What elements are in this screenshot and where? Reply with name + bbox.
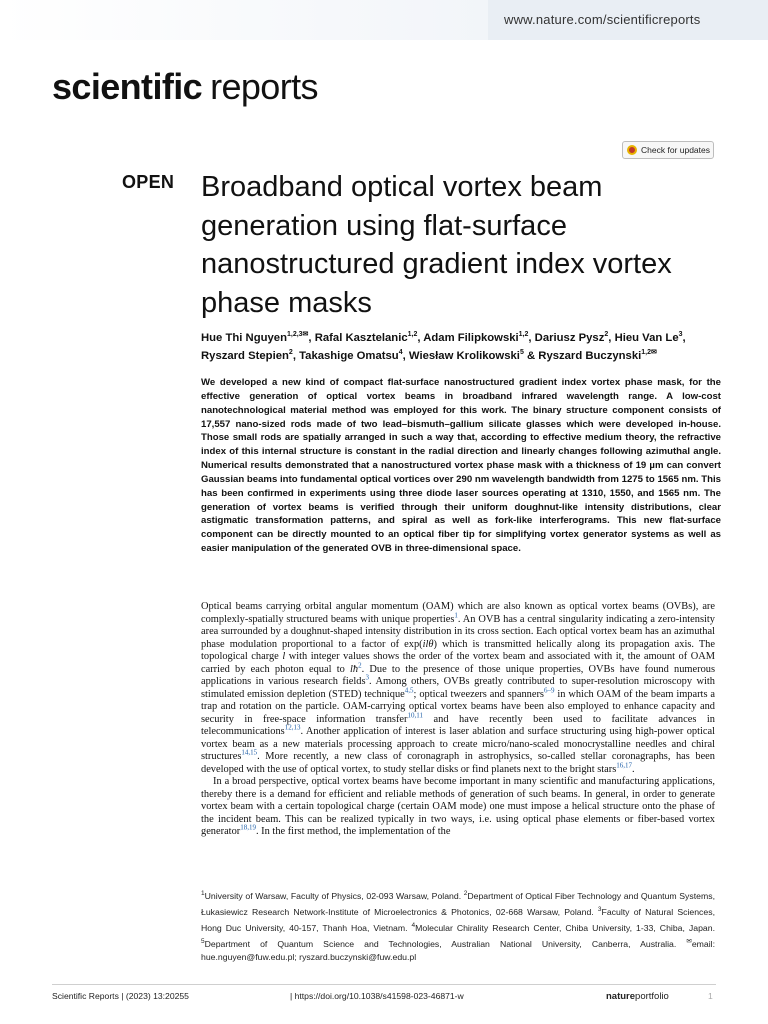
- affiliation-text: Molecular Chirality Research Center, Chiba University, 1-33, Chiba, Japan.: [415, 922, 715, 933]
- journal-logo[interactable]: [52, 66, 318, 108]
- author-affiliation-sup: 1,2✉: [641, 348, 657, 356]
- journal-url-link[interactable]: www.nature.com/scientificreports: [504, 12, 701, 27]
- crossmark-icon: [627, 145, 637, 155]
- journal-name-bold: scientific: [52, 66, 203, 107]
- affiliation-sup: 2: [463, 890, 468, 897]
- author-name[interactable]: Adam Filipkowski: [423, 332, 519, 344]
- check-for-updates-button[interactable]: [622, 141, 714, 159]
- page-number: 1: [708, 991, 713, 1001]
- doi-link[interactable]: | https://doi.org/10.1038/s41598-023-46871-w: [290, 991, 464, 1001]
- article-title: Broadband optical vortex beam generation using flat-surface nanostructured gradient index vortex phase masks: [201, 171, 672, 319]
- reference-link[interactable]: 16,17: [616, 761, 633, 770]
- url-bar: [0, 0, 768, 40]
- reference-link[interactable]: 3: [365, 673, 369, 682]
- author-affiliation-sup: 1,2: [518, 331, 529, 339]
- author-name[interactable]: Ryszard Buczynski: [538, 349, 642, 362]
- affiliation-sup: 4: [411, 921, 416, 929]
- author-affiliation-sup: 4: [398, 348, 403, 356]
- header-stripe: [0, 0, 488, 40]
- author-affiliation-sup: 5: [519, 348, 524, 356]
- author-affiliation-sup: 2: [604, 331, 609, 339]
- author-affiliation-sup: 1,2: [407, 331, 418, 339]
- affiliation-sup: 3: [597, 905, 602, 913]
- affiliations: [201, 887, 715, 964]
- reference-link[interactable]: 12,13: [284, 723, 301, 732]
- body-paragraph: Optical beams carrying orbital angular momentum (OAM) which are also known as optical vortex beams (OVBs), are complexly-spatially structured beams with unique properties$^1$. An OVB has a central singularity indicating a zero-intensity area surrounded by a doughnut-shaped intensity distribution in its cross section. Each optical vortex beam has an azimuthal phase modulation proportional to a factor of exp(ilθ) which is transmitted helically along its propagation axis. The topological charge l with integer values shows the order of the vortex beam and associated with it, the amount of OAM carried by each photon equal to lħ$^2$. Due to the presence of those unique properties, OVBs have found numerous applications in various research fields$^3$. Among others, OVBs greatly contributed to super-resolution microscopy with stimulated emission depletion (STED) technique$^{4,5}$; optical tweezers and spanners$^{6-9}$ in which OAM of the beam imparts a trap and rotation on the particle. OAM-carrying optical vortex beams have been also employed to enhance capacity and security in free-space information transfer$^{10,11}$ and have recently been used to facilitate advances in telecommunications$^{12,13}$. Another application of interest is laser ablation and surface structuring using high-power optical vortex beam as a new materials processing approach to create micro/nano-scaled monocrystalline needles and chiral structures$^{14,15}$. More recently, a new class of coronagraph in astrophysics, so-called stellar coronagraphs, has been developed with the use of optical vortex, to study stellar disks or find planets next to the bright stars$^{16,17}$.: [201, 601, 716, 775]
- reference-link[interactable]: 1: [454, 611, 458, 620]
- author-affiliation-sup: 1,2,3✉: [286, 331, 309, 339]
- math-symbol: ilθ: [422, 638, 434, 650]
- reference-link[interactable]: 2: [358, 661, 362, 670]
- author-affiliation-sup: 3: [678, 331, 683, 339]
- author-name[interactable]: Takashige Omatsu: [299, 349, 399, 362]
- affiliation-sup: 1: [201, 890, 205, 897]
- body-paragraph: In a broad perspective, optical vortex beams have become important in many scientific and manufacturing applications, thereby there is a demand for efficient and reliable methods of generation of such beams. In general, in order to generate vortex beam with a certain topological charge (certain OAM mode) one must impose a helical structure onto the phase of the incident beam. This can be realized typically in two ways, i.e. using optical phase elements or fiber-based vortex generator$^{18,19}$. In the first method, the implementation of the: [201, 776, 715, 837]
- affiliation-text: Faculty of Natural Sciences, Hong Duc University, 40-157, Thanh Hoa, Vietnam.: [201, 906, 715, 933]
- author-name[interactable]: Wiesław Krolikowski: [408, 349, 520, 362]
- footer-divider: [52, 984, 716, 985]
- check-for-updates-label: Check for updates: [641, 145, 710, 155]
- reference-link[interactable]: 6–9: [543, 686, 555, 695]
- journal-name-light: reports: [210, 66, 318, 107]
- reference-link[interactable]: 14,15: [241, 748, 258, 757]
- abstract: We developed a new kind of compact flat-surface nanostructured gradient index vortex phase mask, for the effective generation of optical vortex beams in broadband infrared wavelength range. A low-cost nanotechnological material method was employed for this work. The binary structure component consists of 17,557 nano-sized rods made of two lead–bismuth–gallium silicate glasses which were developed in-house. Those small rods are spatially arranged in such a way that, according to effective medium theory, the refractive index of this internal structure is constant in the radial direction and linearly changes following azimuthal angle. Numerical results demonstrated that a nanostructured vortex phase mask with a thickness of 19 µm can convert Gaussian beams into fundamental optical vortices over 290 nm wavelength bandwidth from 1275 to 1565 nm. This has been confirmed in experiments using three diode laser sources operating at 1310, 1550, and 1565 nm. The generation of vortex beams is verified through their uniform doughnut-like intensity distributions, clear astigmatic transformation patterns, and spiral as well as fork-like interferograms. This new flat-surface component can be directly mounted to an optical fiber tip for simplifying vortex generator systems as well as easier manipulation of the generated OVB in three-dimensional space.: [201, 377, 721, 555]
- affiliation-text: Department of Optical Fiber Technology and Quantum Systems, Łukasiewicz Research Network-Institute of Microelectronics & Photonics, 02-668 Warsaw, Poland.: [201, 890, 715, 917]
- author-name[interactable]: Hieu Van Le: [614, 332, 679, 344]
- math-symbol: l: [282, 651, 286, 662]
- nature-portfolio-logo: [606, 991, 669, 1002]
- footer-citation: Scientific Reports | (2023) 13:20255: [52, 991, 189, 1001]
- brand-bold: nature: [606, 991, 636, 1002]
- author-name[interactable]: Ryszard Stepien: [201, 349, 289, 362]
- open-access-label: OPEN: [122, 172, 175, 192]
- author-name[interactable]: Rafal Kasztelanic: [314, 332, 408, 344]
- author-name[interactable]: Dariusz Pysz: [534, 332, 605, 344]
- reference-link[interactable]: 18,19: [240, 823, 256, 832]
- body-text: [201, 601, 715, 839]
- math-symbol: lħ: [350, 663, 359, 675]
- affiliation-text: email: hue.nguyen@fuw.edu.pl; ryszard.buczynski@fuw.edu.pl: [201, 938, 715, 962]
- reference-link[interactable]: 4,5: [404, 686, 414, 695]
- brand-light: portfolio: [635, 991, 669, 1002]
- author-name[interactable]: Hue Thi Nguyen: [201, 332, 287, 344]
- affiliation-sup: ✉: [686, 937, 692, 945]
- affiliation-sup: 5: [201, 937, 205, 945]
- affiliation-text: University of Warsaw, Faculty of Physics, 02-093 Warsaw, Poland.: [204, 890, 464, 901]
- affiliation-text: Department of Quantum Science and Technologies, Australian National University, Canberra, Australia.: [204, 938, 687, 949]
- reference-link[interactable]: 10,11: [407, 711, 424, 720]
- author-affiliation-sup: 2: [288, 348, 293, 356]
- author-list: Hue Thi Nguyen$^{1,2,3✉}$, Rafal Kasztelanic$^{1,2}$, Adam Filipkowski$^{1,2}$, Dariusz Pysz$^2$, Hieu Van Le$^3$, Ryszard Stepien$^2$, Takashige Omatsu$^4$, Wiesław Krolikowski$^5$ & Ryszard Buczynski$^{1,2✉}$: [201, 331, 686, 362]
